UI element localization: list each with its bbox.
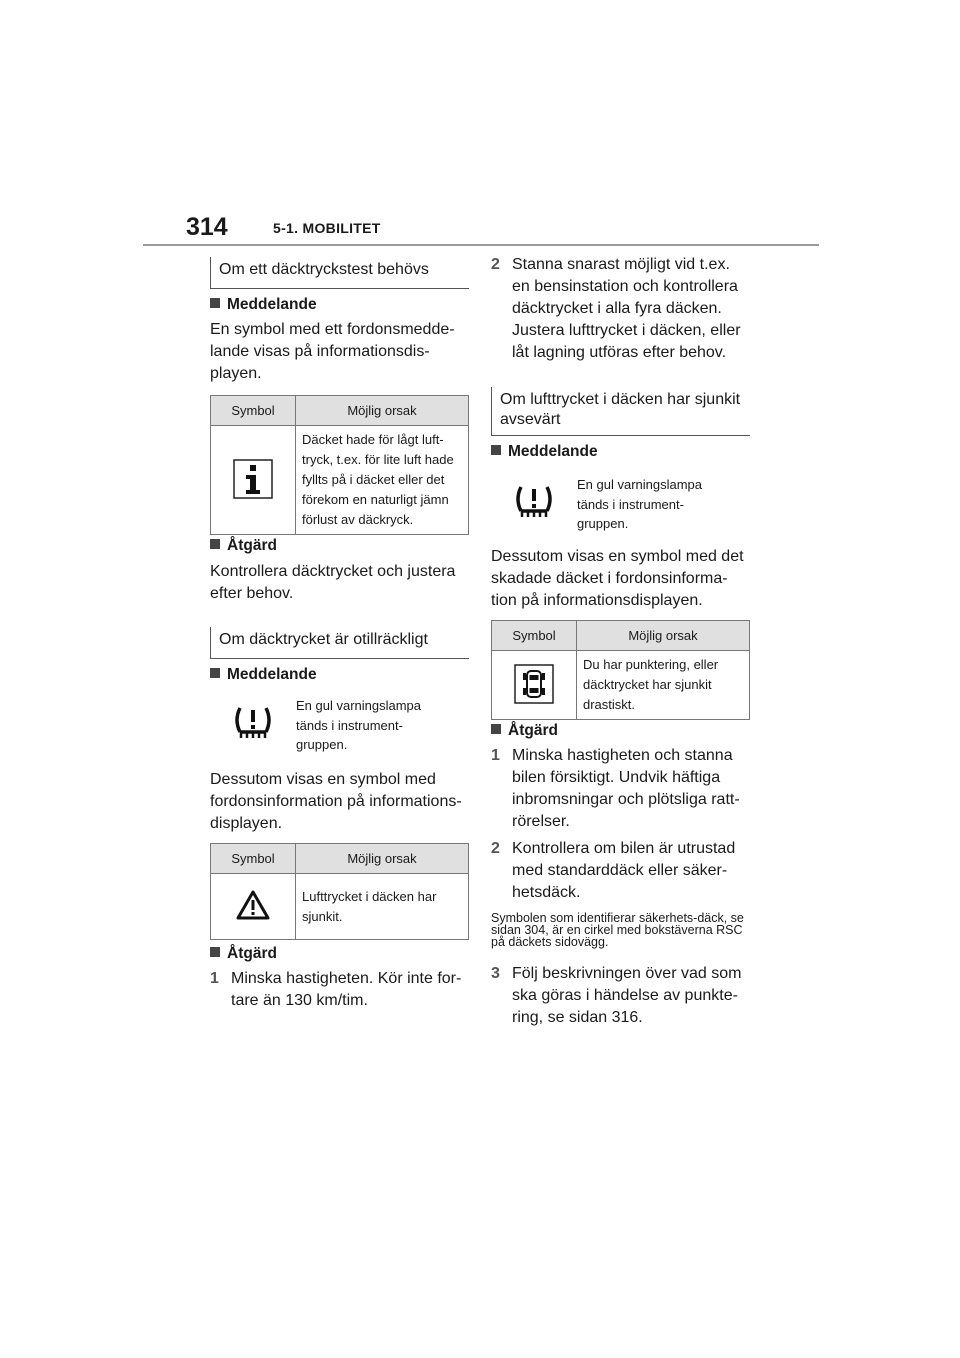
step-number: 2 — [491, 256, 500, 273]
action-heading — [210, 945, 277, 963]
step-item — [491, 745, 750, 833]
car-damaged-tire-icon — [514, 664, 554, 704]
col-cause: Möjlig orsak — [577, 621, 750, 651]
symbol-table-puncture — [491, 620, 750, 720]
action-heading — [210, 537, 277, 555]
section-title-insufficient-pressure: Om däcktrycket är otillräckligt — [210, 627, 469, 659]
col-cause: Möjlig orsak — [296, 844, 469, 874]
info-i-icon — [233, 459, 273, 499]
symbol-cell — [492, 651, 577, 720]
action-heading-label: Åtgärd — [508, 722, 558, 739]
tire-pressure-warning-icon — [232, 704, 274, 742]
bullet-square-icon — [210, 298, 220, 308]
warning-lamp-notice — [491, 475, 750, 534]
bullet-square-icon — [491, 445, 501, 455]
step-item — [491, 963, 750, 1029]
action-heading-label: Åtgärd — [227, 537, 277, 554]
tire-pressure-warning-icon — [513, 483, 555, 521]
step-number: 1 — [491, 747, 500, 764]
message-heading-label: Meddelande — [508, 443, 598, 460]
warning-lamp-notice — [210, 696, 469, 755]
message-heading — [210, 296, 317, 314]
cause-cell: Du har punktering, eller däcktrycket har sjunkit drastiskt. — [577, 651, 750, 720]
bullet-square-icon — [491, 724, 501, 734]
message-text: Dessutom visas en symbol med fordonsinformation på informations-displayen. — [210, 771, 462, 832]
step-text: Stanna snarast möjligt vid t.ex. en bensinstation och kontrollera däcktrycket i alla fyra däcken. Justera lufttrycket i däcken, eller låt lagning utföras efter behov. — [512, 256, 741, 361]
section-title-significant-drop: Om lufttrycket i däcken har sjunkit avsevärt — [491, 387, 750, 436]
warning-lamp-text: En gul varningslampa tänds i instrument-gruppen. — [296, 698, 422, 752]
col-symbol: Symbol — [492, 621, 577, 651]
action-text: Kontrollera däcktrycket och justera efter behov. — [210, 563, 456, 602]
warning-triangle-icon — [236, 890, 270, 920]
symbol-table-low-pressure — [210, 843, 469, 940]
message-heading — [210, 666, 317, 684]
section-title-pressure-test: Om ett däcktryckstest behövs — [210, 257, 469, 289]
step-item — [210, 968, 466, 1012]
step-item — [491, 254, 750, 364]
step-text: Minska hastigheten. Kör inte for-tare än 130 km/tim. — [231, 970, 462, 1009]
page-number: 314 — [186, 213, 228, 241]
col-symbol: Symbol — [211, 396, 296, 426]
col-cause: Möjlig orsak — [296, 396, 469, 426]
col-symbol: Symbol — [211, 844, 296, 874]
message-text: Dessutom visas en symbol med det skadade däcket i fordonsinforma-tion på informationsdisplayen. — [491, 548, 744, 609]
message-heading-label: Meddelande — [227, 296, 317, 313]
symbol-cell — [211, 874, 296, 940]
symbol-cell — [211, 426, 296, 535]
message-heading — [491, 443, 598, 461]
safety-tire-note: Symbolen som identifierar säkerhets-däck, se sidan 304, är en cirkel med bokstäverna RSC på däckets sidovägg. — [491, 911, 744, 949]
cause-cell: Däcket hade för lågt luft-tryck, t.ex. för lite luft hade fyllts på i däcket eller det förekom en naturligt jämn förlust av däckryck. — [296, 426, 469, 535]
step-number: 3 — [491, 965, 500, 982]
action-heading-label: Åtgärd — [227, 945, 277, 962]
step-text: Minska hastigheten och stanna bilen försiktigt. Undvik häftiga inbromsningar och plötsliga ratt-rörelser. — [512, 747, 740, 830]
bullet-square-icon — [210, 947, 220, 957]
warning-lamp-text: En gul varningslampa tänds i instrument-gruppen. — [577, 477, 703, 531]
header-divider — [143, 244, 819, 246]
step-text: Kontrollera om bilen är utrustad med standarddäck eller säker-hetsdäck. — [512, 840, 736, 901]
step-number: 1 — [210, 970, 219, 987]
symbol-table-info — [210, 395, 469, 535]
step-item — [491, 838, 750, 904]
step-number: 2 — [491, 840, 500, 857]
step-text: Följ beskrivningen över vad som ska göras i händelse av punkte-ring, se sidan 316. — [512, 965, 742, 1026]
chapter-title: 5-1. MOBILITET — [273, 220, 381, 236]
action-heading — [491, 722, 558, 740]
bullet-square-icon — [210, 539, 220, 549]
message-text: En symbol med ett fordonsmedde-lande visas på informationsdis-playen. — [210, 321, 455, 382]
bullet-square-icon — [210, 668, 220, 678]
message-heading-label: Meddelande — [227, 666, 317, 683]
cause-cell: Lufttrycket i däcken har sjunkit. — [296, 874, 469, 940]
